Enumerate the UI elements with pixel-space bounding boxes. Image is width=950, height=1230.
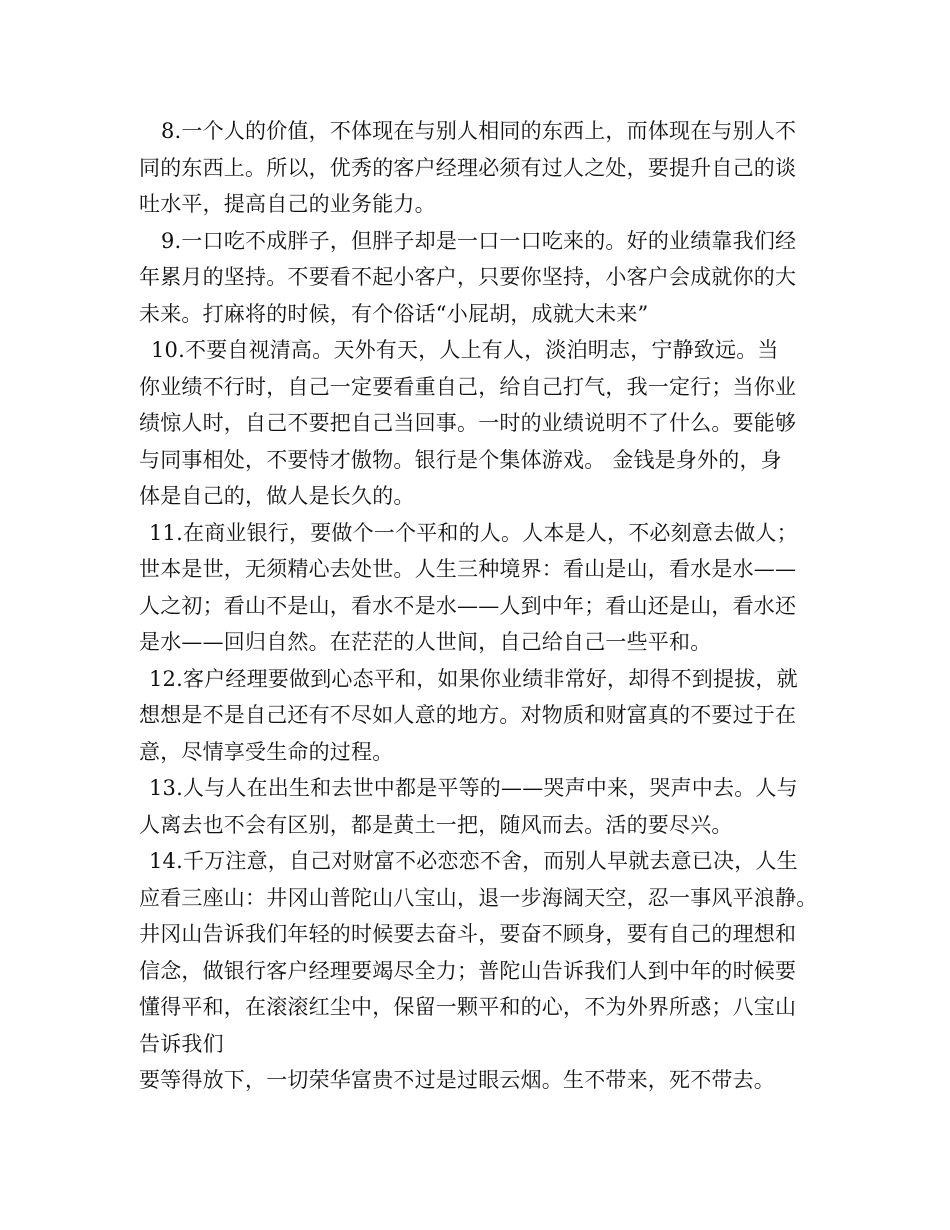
paragraph-13-line-1: 13.人与人在出生和去世中都是平等的——哭声中来，哭声中去。人与 bbox=[149, 776, 798, 800]
paragraph-9-line-3: 未来。打麻将的时候，有个俗话“小屁胡，成就大未来” bbox=[139, 301, 649, 326]
paragraph-10-line-5: 体是自己的，做人是长久的。 bbox=[139, 484, 415, 508]
paragraph-11-line-2: 世本是世，无须精心去处世。人生三种境界：看山是山，看水是水—— bbox=[139, 557, 797, 581]
paragraph-10-line-3: 绩惊人时，自己不要把自己当回事。一时的业绩说明不了什么。要能够 bbox=[139, 411, 797, 435]
paragraph-12-line-3: 意，尽情享受生命的过程。 bbox=[139, 739, 394, 764]
paragraph-14-line-6: 告诉我们 bbox=[139, 1031, 224, 1056]
paragraph-11-line-4: 是水——回归自然。在茫茫的人世间，自己给自己一些平和。 bbox=[139, 630, 712, 654]
paragraph-10-line-2: 你业绩不行时，自己一定要看重自己，给自己打气，我一定行；当你业 bbox=[139, 374, 797, 399]
paragraph-10-line-4: 与同事相处，不要恃才傲物。银行是个集体游戏。 金钱是身外的，身 bbox=[139, 447, 782, 472]
paragraph-8-line-1: 8.一个人的价值，不体现在与别人相同的东西上，而体现在与别人不 bbox=[161, 119, 797, 143]
paragraph-14-line-7: 要等得放下，一切荣华富贵不过是过眼云烟。生不带来，死不带去。 bbox=[139, 1068, 775, 1092]
paragraph-12-line-1: 12.客户经理要做到心态平和，如果你业绩非常好，却得不到提拔，就 bbox=[149, 666, 798, 691]
paragraph-14-line-5: 懂得平和，在滚滚红尘中，保留一颗平和的心，不为外界所惑；八宝山 bbox=[139, 995, 797, 1019]
paragraph-12-line-2: 想想是不是自己还有不尽如人意的地方。对物质和财富真的不要过于在 bbox=[139, 703, 797, 727]
document-body bbox=[139, 113, 829, 1099]
paragraph-14-line-4: 信念，做银行客户经理要竭尽全力；普陀山告诉我们人到中年的时候要 bbox=[139, 958, 797, 983]
paragraph-10-line-1: 10.不要自视清高。天外有天，人上有人，淡泊明志，宁静致远。当 bbox=[151, 338, 779, 362]
paragraph-8-line-3: 吐水平，提高自己的业务能力。 bbox=[139, 192, 436, 216]
paragraph-14-line-3: 井冈山告诉我们年轻的时候要去奋斗，要奋不顾身，要有自己的理想和 bbox=[139, 922, 797, 946]
paragraph-9-line-1: 9.一口吃不成胖子，但胖子却是一口一口吃来的。好的业绩靠我们经 bbox=[161, 228, 797, 253]
paragraph-13-line-2: 人离去也不会有区别，都是黄土一把，随风而去。活的要尽兴。 bbox=[139, 812, 733, 837]
paragraph-14-line-2: 应看三座山：井冈山普陀山八宝山，退一步海阔天空，忍一事风平浪静。 bbox=[139, 885, 818, 910]
paragraph-14-line-1: 14.千万注意，自己对财富不必恋恋不舍，而别人早就去意已决，人生 bbox=[149, 849, 798, 873]
paragraph-8-line-2: 同的东西上。所以，优秀的客户经理必须有过人之处，要提升自己的谈 bbox=[139, 155, 797, 180]
paragraph-9-line-2: 年累月的坚持。不要看不起小客户，只要你坚持，小客户会成就你的大 bbox=[139, 265, 797, 289]
paragraph-11-line-1: 11.在商业银行，要做个一个平和的人。人本是人，不必刻意去做人； bbox=[149, 520, 798, 545]
paragraph-11-line-3: 人之初；看山不是山，看水不是水——人到中年；看山还是山，看水还 bbox=[139, 593, 797, 618]
